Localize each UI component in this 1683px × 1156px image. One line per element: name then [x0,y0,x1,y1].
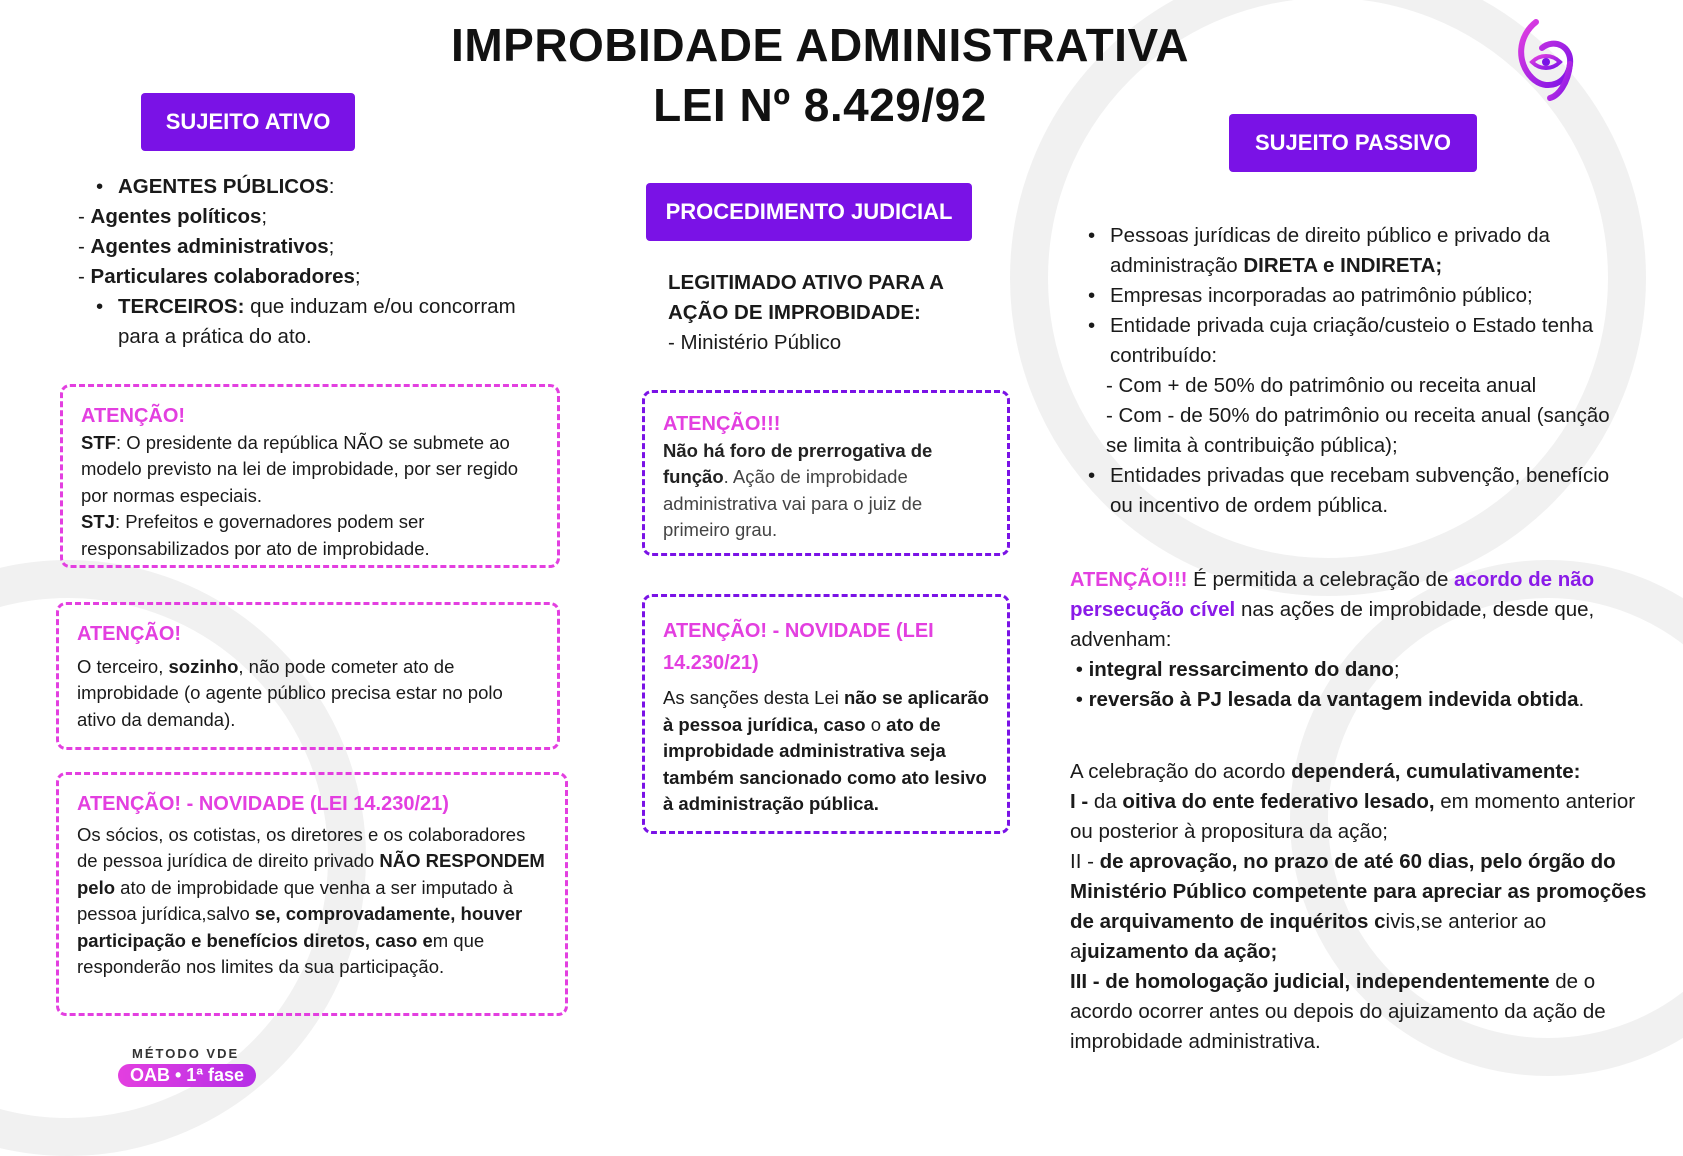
brand-logo-icon [1510,18,1580,102]
passivo-item: • Empresas incorporadas ao patrimônio público; [1082,281,1622,311]
acordo-requisito: • reversão à PJ lesada da vantagem indevida obtida. [1070,688,1585,711]
passivo-subitem: - Com + de 50% do patrimônio ou receita anual [1106,374,1537,397]
box-heading: ATENÇÃO! - NOVIDADE (LEI 14.230/21) [663,620,934,674]
passivo-item: • Pessoas jurídicas de direito público e privado da administração DIRETA e INDIRETA; [1082,221,1622,281]
passivo-item: • Entidade privada cuja criação/custeio o Estado tenha contribuído: [1082,311,1622,371]
atencao-box-foro: ATENÇÃO!!! Não há foro de prerrogativa de função. Ação de improbidade administrativa vai para o juiz de primeiro grau. [642,390,1010,556]
agentes-politicos-item: - Agentes políticos; [78,205,268,228]
atencao-box-terceiro: ATENÇÃO! O terceiro, sozinho, não pode cometer ato de improbidade (o agente público precisa estar no polo ativo da demanda). [56,602,560,750]
particulares-colaboradores-item: - Particulares colaboradores; [78,265,361,288]
passivo-item: • Entidades privadas que recebam subvenção, benefício ou incentivo de ordem pública. [1082,461,1622,521]
sujeito-ativo-pill: SUJEITO ATIVO [141,93,355,151]
agentes-publicos-section [78,172,558,352]
box-heading: ATENÇÃO! [77,623,182,645]
atencao-box-stf-stj: ATENÇÃO! STF: O presidente da república NÃO se submete ao modelo previsto na lei de improbidade, por ser regido por normas especiais. STJ: Prefeitos e governadores podem ser responsabilizados por ato de improbidade. [60,384,560,568]
box-heading: ATENÇÃO! - NOVIDADE (LEI 14.230/21) [77,793,449,815]
metodo-vde-logo: MÉTODO VDE OAB • 1ª fase [118,1046,268,1087]
passivo-subitem: - Com - de 50% do patrimônio ou receita anual (sanção se limita à contribuição pública); [1106,404,1610,457]
atencao-box-novidade-pj: ATENÇÃO! - NOVIDADE (LEI 14.230/21) As sanções desta Lei não se aplicarão à pessoa jurídica, caso o ato de improbidade administrativa seja também sancionado como ato lesivo à administração pública. [642,594,1010,834]
sujeito-passivo-pill: SUJEITO PASSIVO [1229,114,1477,172]
title-line-1: IMPROBIDADE ADMINISTRATIVA [451,19,1189,71]
agentes-publicos-item: • AGENTES PÚBLICOS: [90,172,558,202]
atencao-box-novidade-socios: ATENÇÃO! - NOVIDADE (LEI 14.230/21) Os sócios, os cotistas, os diretores e os colaboradores de pessoa jurídica de direito privado NÃO RESPONDEM pelo ato de improbidade que venha a ser imputado à pessoa jurídica,salvo se, comprovadamente, houver participação e benefícios diretos, caso em que responderão nos limites da sua participação. [56,772,568,1016]
box-heading: ATENÇÃO!!! [663,413,781,435]
terceiros-item: • TERCEIROS: que induzam e/ou concorram para a prática do ato. [90,292,558,352]
legitimado-ativo-section [668,268,998,358]
agentes-administrativos-item: - Agentes administrativos; [78,235,335,258]
legitimado-title: LEGITIMADO ATIVO PARA A AÇÃO DE IMPROBIDADE: [668,271,944,324]
acordo-nao-persecucao-section: ATENÇÃO!!! É permitida a celebração de acordo de não persecução cível nas ações de improbidade, desde que, advenham: • integral ressarcimento do dano; • reversão à PJ lesada da vantagem indevida obtida. [1070,565,1650,715]
title-line-2: LEI Nº 8.429/92 [653,79,987,131]
sujeito-passivo-list [1082,221,1622,521]
legitimado-value: - Ministério Público [668,331,842,354]
celebracao-acordo-section: A celebração do acordo dependerá, cumulativamente: I - da oitiva do ente federativo lesado, em momento anterior ou posterior à propositura da ação; II - de aprovação, no prazo de até 60 dias, pelo órgão do Ministério Público competente para apreciar as promoções de arquivamento de inquéritos civis,se anterior ao ajuizamento da ação; III - de homologação judicial, independentemente de o acordo ocorrer antes ou depois do ajuizamento da ação de improbidade administrativa. [1070,760,1647,1053]
box-heading: ATENÇÃO! [81,405,186,427]
acordo-requisito: • integral ressarcimento do dano; [1070,658,1400,681]
procedimento-judicial-pill: PROCEDIMENTO JUDICIAL [646,183,972,241]
